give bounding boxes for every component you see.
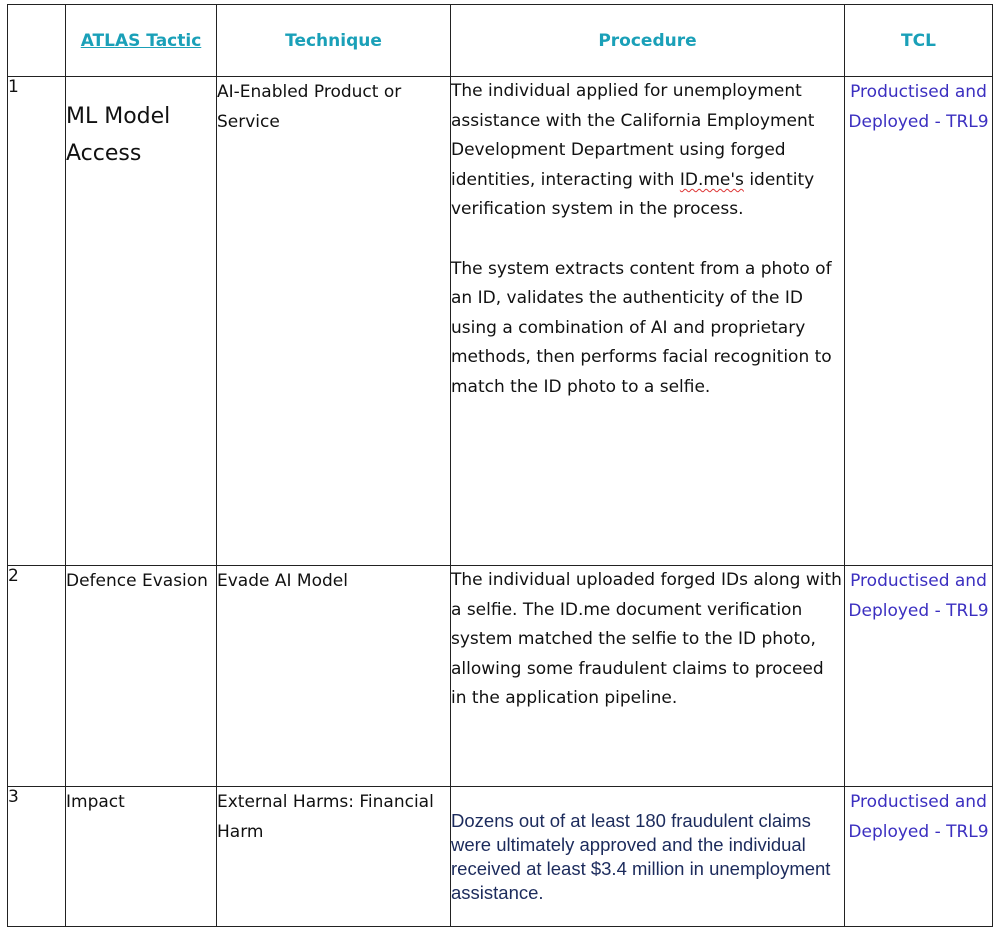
row-procedure — [451, 77, 845, 566]
table-row — [8, 787, 993, 927]
row-number: 2 — [8, 566, 66, 787]
row-technique: Evade AI Model — [217, 566, 451, 787]
row-technique: External Harms: Financial Harm — [217, 787, 451, 927]
row-procedure: Dozens out of at least 180 fraudulent claims were ultimately approved and the individual received at least $3.4 million in unemployment assistance. — [451, 787, 845, 927]
procedure-text: The individual applied for unemployment assistance with the California Employment Development Department using forged identities, interacting with — [451, 81, 815, 190]
spellcheck-marked-word: ID.me's — [679, 169, 744, 190]
row-tactic: Defence Evasion — [66, 566, 217, 787]
row-tactic: Impact — [66, 787, 217, 927]
procedure-text: identity verification system in the process. — [451, 169, 815, 220]
row-tactic: ML Model Access — [66, 77, 217, 566]
header-procedure: Procedure — [451, 5, 845, 77]
header-technique: Technique — [217, 5, 451, 77]
row-tcl: Productised and Deployed - TRL9 — [845, 787, 993, 927]
procedure-paragraph — [451, 77, 844, 225]
row-tcl: Productised and Deployed - TRL9 — [845, 77, 993, 566]
row-technique: AI-Enabled Product or Service — [217, 77, 451, 566]
atlas-case-table — [7, 4, 993, 927]
header-number — [8, 5, 66, 77]
row-number: 3 — [8, 787, 66, 927]
procedure-paragraph: The system extracts content from a photo of an ID, validates the authenticity of the ID using a combination of AI and proprietary methods, then performs facial recognition to match the ID photo to a selfie. — [451, 258, 832, 397]
header-tactic-link[interactable]: ATLAS Tactic — [80, 30, 202, 51]
row-tcl: Productised and Deployed - TRL9 — [845, 566, 993, 787]
row-procedure: The individual uploaded forged IDs along with a selfie. The ID.me document verification system matched the selfie to the ID photo, allowing some fraudulent claims to proceed in the application pipeline. — [451, 566, 845, 787]
header-tactic[interactable] — [66, 5, 217, 77]
header-tcl: TCL — [845, 5, 993, 77]
row-number: 1 — [8, 77, 66, 566]
table-row — [8, 77, 993, 566]
table-row — [8, 566, 993, 787]
header-row — [8, 5, 993, 77]
